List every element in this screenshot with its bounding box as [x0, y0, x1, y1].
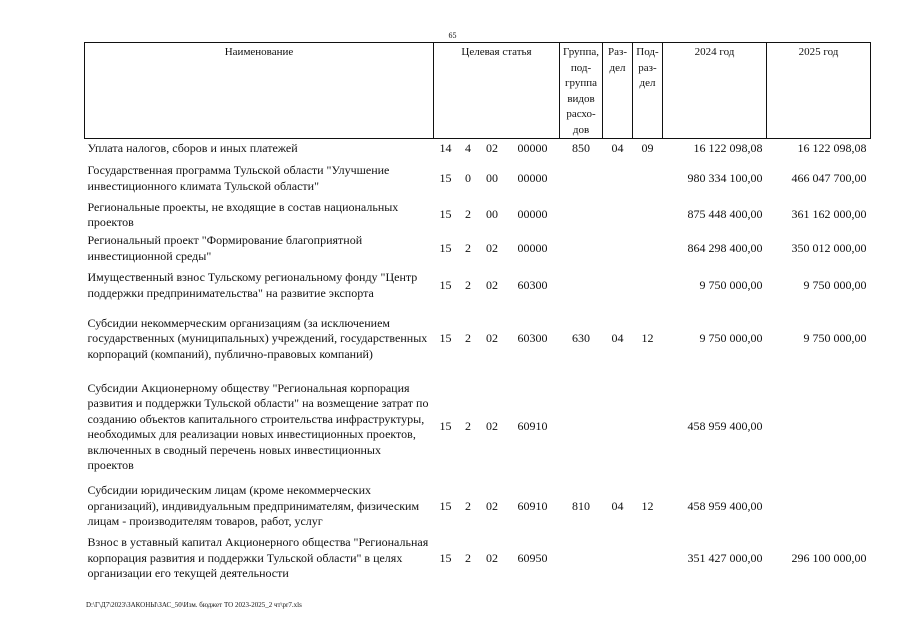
table-row	[85, 266, 871, 306]
file-path-footer: D:\Г\Д7\2023\ЗАКОНЫ\ЗАС_50\Изм. бюджет ТО 2023-2025_2 чт\pr7.xls	[86, 601, 302, 609]
header-row	[85, 43, 871, 139]
row-section	[603, 266, 633, 306]
target-code-4: 00000	[517, 207, 548, 222]
target-code-3: 02	[486, 277, 498, 292]
header-2024: 2024 год	[663, 43, 767, 139]
row-2025	[767, 373, 871, 482]
row-2025: 350 012 000,00	[791, 240, 867, 255]
row-name: Имущественный взнос Тульскому региональному фонду "Центр поддержки предпринимательства" на развитие экспорта	[87, 270, 418, 300]
row-group	[560, 159, 603, 199]
row-name: Государственная программа Тульской области "Улучшение инвестиционного климата Тульской области"	[87, 163, 390, 193]
row-section	[603, 159, 633, 199]
table-row	[85, 159, 871, 199]
row-group	[560, 266, 603, 306]
target-code-2: 2	[465, 550, 471, 565]
target-code-3: 02	[486, 498, 498, 513]
row-2024: 16 122 098,08	[663, 139, 767, 159]
table-row	[85, 139, 871, 159]
row-group	[560, 232, 603, 266]
target-code-3: 02	[486, 240, 498, 255]
row-subsection	[633, 373, 663, 482]
target-code-4: 60910	[517, 419, 548, 434]
target-code-1: 15	[439, 550, 452, 565]
table-row	[85, 532, 871, 586]
page-number: 65	[448, 31, 457, 40]
row-2024: 458 959 400,00	[687, 498, 763, 513]
row-subsection	[633, 266, 663, 306]
row-name: Уплата налогов, сборов и иных платежей	[85, 139, 434, 159]
row-section: 04	[611, 498, 624, 513]
row-name: Региональный проект "Формирование благоприятной инвестиционной среды"	[87, 233, 363, 263]
row-2025: 16 122 098,08	[767, 139, 871, 159]
row-2025: 9 750 000,00	[803, 277, 867, 292]
row-name: Субсидии некоммерческим организациям (за исключением государственных (муниципальных) учреждений, государственных корпораций (компаний), публично-правовых компаний)	[87, 315, 428, 361]
target-code-1: 15	[439, 331, 452, 346]
target-code-4: 00000	[517, 240, 548, 255]
row-section	[603, 532, 633, 586]
header-2025: 2025 год	[767, 43, 871, 139]
header-group: Группа, под- группа видов расхо- дов	[560, 43, 603, 139]
table-row	[85, 482, 871, 532]
row-section	[603, 232, 633, 266]
target-code-4: 60300	[517, 331, 548, 346]
row-group	[560, 373, 603, 482]
header-section: Раз- дел	[603, 43, 633, 139]
target-code-4: 60950	[517, 550, 548, 565]
target-code-2: 0	[465, 170, 471, 185]
target-code-1: 15	[439, 419, 452, 434]
target-code-1: 15	[439, 170, 452, 185]
target-code-2: 4	[458, 139, 479, 159]
target-code-3: 02	[486, 550, 498, 565]
row-subsection	[633, 532, 663, 586]
header-name: Наименование	[85, 43, 434, 139]
target-code-2: 2	[465, 277, 471, 292]
row-name: Субсидии Акционерному обществу "Региональная корпорация развития и поддержки Тульской области" на возмещение затрат по созданию объектов капитального строительства инфраструктуры, необходимых для реализации новых инвестиционных проектов, включенных в сводный перечень новых инвестиционных проектов	[87, 380, 429, 472]
target-code-1: 14	[434, 139, 458, 159]
target-code-3: 00	[486, 170, 498, 185]
row-2025	[767, 482, 871, 532]
row-2024: 875 448 400,00	[687, 207, 763, 222]
row-section	[603, 373, 633, 482]
row-section	[603, 199, 633, 232]
table-row	[85, 306, 871, 373]
row-2025: 466 047 700,00	[791, 170, 867, 185]
target-code-1: 15	[439, 498, 452, 513]
target-code-3: 00	[486, 207, 498, 222]
header-subsection: Под- раз- дел	[633, 43, 663, 139]
target-code-4: 00000	[506, 139, 560, 159]
table-row	[85, 199, 871, 232]
header-target: Целевая статья	[434, 43, 560, 139]
target-code-3: 02	[479, 139, 506, 159]
table-row	[85, 373, 871, 482]
row-2025: 296 100 000,00	[791, 550, 867, 565]
row-2025: 361 162 000,00	[791, 207, 867, 222]
row-2024: 9 750 000,00	[699, 277, 763, 292]
target-code-2: 2	[465, 331, 471, 346]
row-group	[560, 199, 603, 232]
row-name: Региональные проекты, не входящие в состав национальных проектов	[87, 199, 399, 229]
row-subsection	[633, 232, 663, 266]
row-subsection: 12	[641, 498, 654, 513]
target-code-2: 2	[465, 419, 471, 434]
budget-table	[84, 42, 871, 586]
target-code-3: 02	[486, 331, 498, 346]
row-group: 850	[560, 139, 603, 159]
row-section: 04	[611, 331, 624, 346]
row-2024: 9 750 000,00	[699, 331, 763, 346]
target-code-4: 60300	[517, 277, 548, 292]
row-group: 630	[572, 331, 590, 346]
row-2025: 9 750 000,00	[803, 331, 867, 346]
table-row	[85, 232, 871, 266]
target-code-2: 2	[465, 498, 471, 513]
row-subsection	[633, 159, 663, 199]
target-code-2: 2	[465, 240, 471, 255]
target-code-3: 02	[486, 419, 498, 434]
row-2024: 458 959 400,00	[687, 419, 763, 434]
row-name: Субсидии юридическим лицам (кроме некоммерческих организаций), индивидуальным предпринимателям, физическим лицам - производителям товаров, работ, услуг	[87, 483, 420, 529]
target-code-1: 15	[439, 240, 452, 255]
target-code-4: 60910	[517, 498, 548, 513]
row-subsection	[633, 199, 663, 232]
row-subsection: 09	[633, 139, 663, 159]
target-code-1: 15	[439, 277, 452, 292]
row-group	[560, 532, 603, 586]
row-group: 810	[572, 498, 590, 513]
row-name: Взнос в уставный капитал Акционерного общества "Региональная корпорация развития и поддержки Тульской области" в целях организации его текущей деятельности	[87, 535, 429, 581]
target-code-2: 2	[465, 207, 471, 222]
target-code-4: 00000	[517, 170, 548, 185]
row-section: 04	[603, 139, 633, 159]
row-subsection: 12	[641, 331, 654, 346]
row-2024: 864 298 400,00	[687, 240, 763, 255]
row-2024: 351 427 000,00	[687, 550, 763, 565]
row-2024: 980 334 100,00	[687, 170, 763, 185]
target-code-1: 15	[439, 207, 452, 222]
